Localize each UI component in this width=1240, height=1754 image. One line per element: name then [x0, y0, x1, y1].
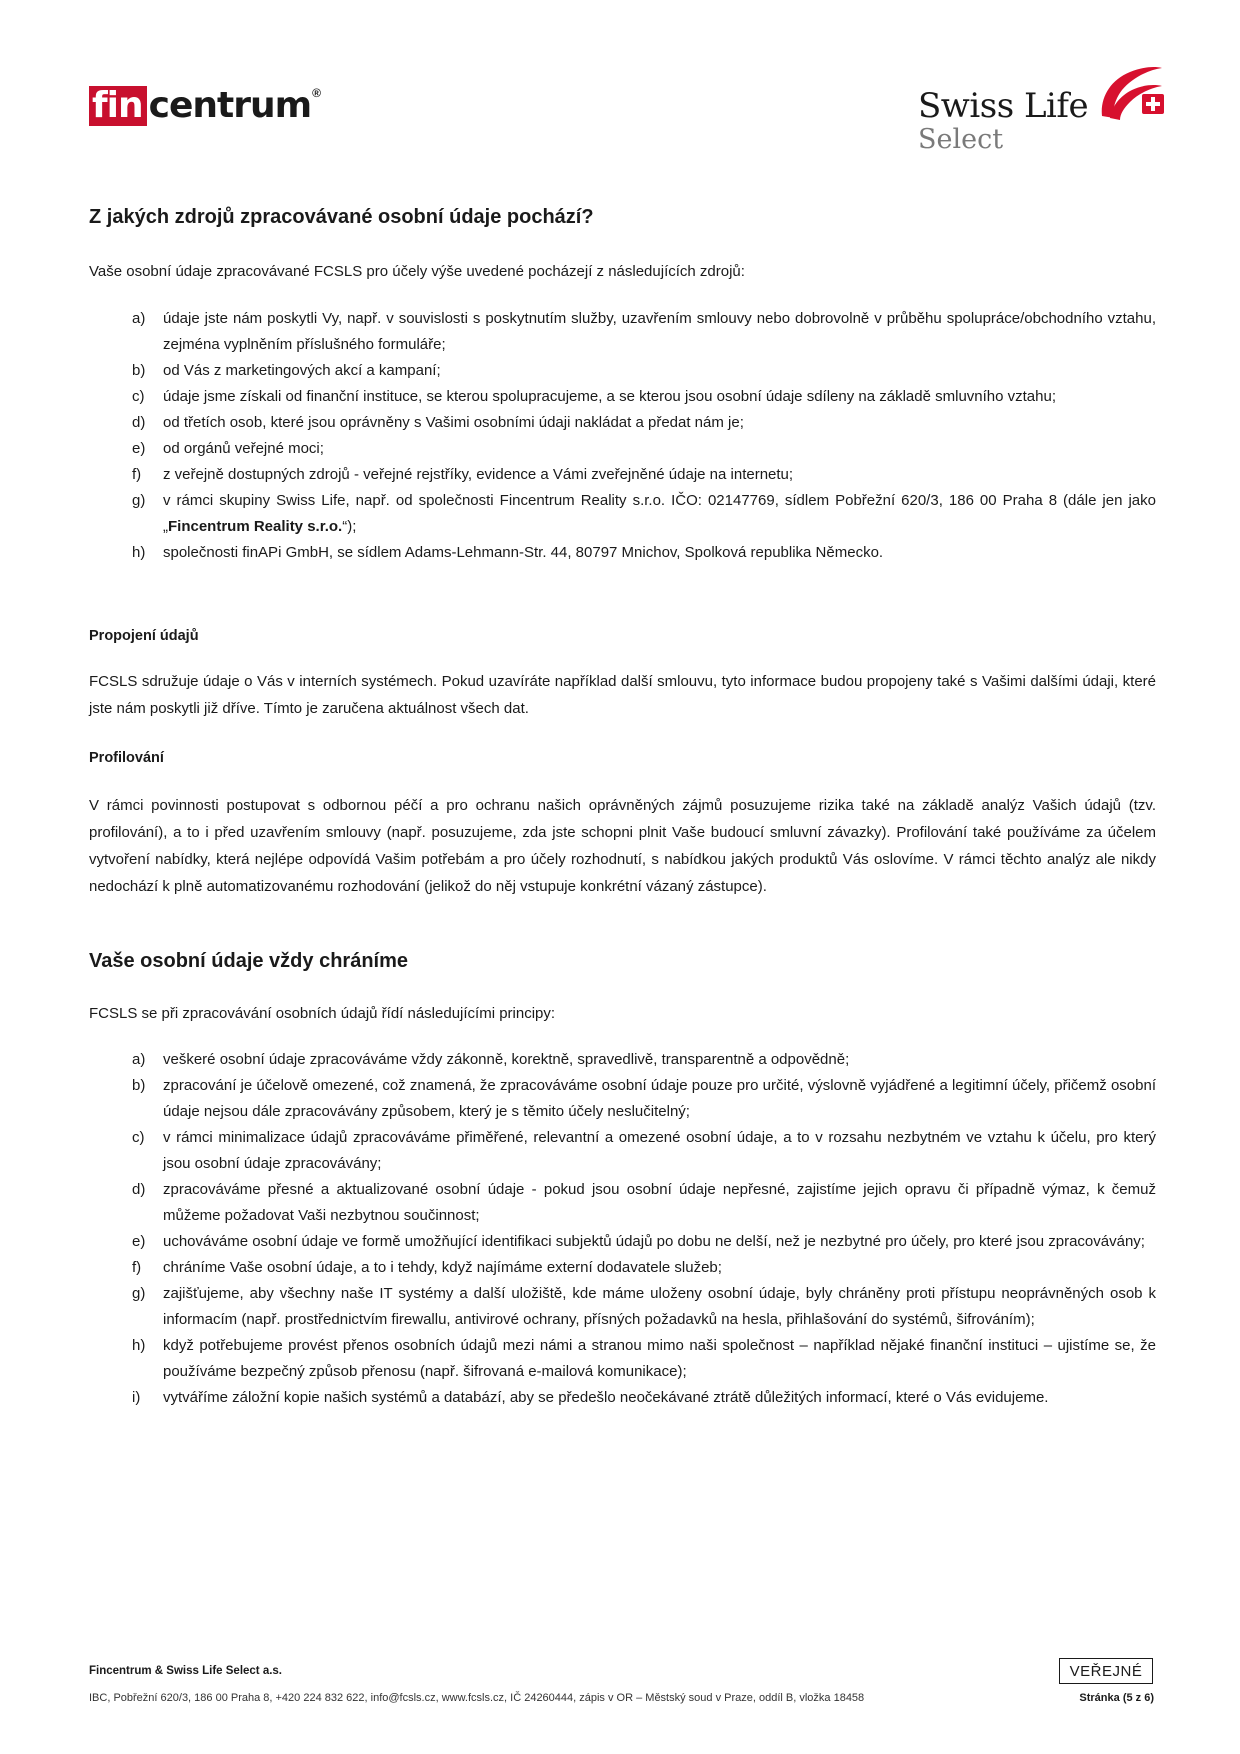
- list-marker: c): [132, 1129, 145, 1146]
- list-item-text: údaje jste nám poskytli Vy, např. v souvislosti s poskytnutím služby, uzavřením smlouvy nebo dobrovolně v průběhu spolupráce/obchodního vztahu, zejména vyplněním příslušného formuláře;: [163, 310, 1156, 353]
- list-item: [89, 1229, 1156, 1255]
- list-marker: i): [132, 1389, 141, 1406]
- list-item-text: v rámci skupiny Swiss Life, např. od společnosti Fincentrum Reality s.r.o. IČO: 02147769, sídlem Pobřežní 620/3, 186 00 Praha 8 (dále jen jako „: [163, 492, 1156, 535]
- section-title-protection: Vaše osobní údaje vždy chráníme: [89, 950, 409, 972]
- footer-address: IBC, Pobřežní 620/3, 186 00 Praha 8, +420 224 832 622, info@fcsls.cz, www.fcsls.cz, IČ 24260444, zápis v OR – Městský soud v Praze, oddíl B, vložka 18458: [89, 1692, 865, 1704]
- list-marker: h): [132, 1337, 146, 1354]
- list-item-text: od Vás z marketingových akcí a kampaní;: [163, 362, 441, 379]
- sources-list: [89, 306, 1156, 566]
- list-item: [89, 358, 1156, 384]
- list-marker: e): [132, 1233, 146, 1250]
- list-item-bold-text: Fincentrum Reality s.r.o.: [168, 518, 343, 535]
- section-title-sources: Z jakých zdrojů zpracovávané osobní údaje pochází?: [89, 206, 594, 228]
- registered-mark: ®: [312, 86, 321, 100]
- list-marker: f): [132, 1259, 142, 1276]
- list-item: [89, 410, 1156, 436]
- subsection-profiling-text: V rámci povinnosti postupovat s odbornou péčí a pro ochranu našich oprávněných zájmů posuzujeme rizika také na základě analýz Vašich údajů (tzv. profilování), a to i před uzavřením smlouvy (např. posuzujeme, zda jste schopni plnit Vaše budoucí smluvní závazky). Profilování také používáme za účelem vytvoření nabídky, která nejlépe odpovídá Vašim potřebám a pro účely rozhodnutí, s nabídkou jakých produktů Vás oslovíme. V rámci těchto analýz ale nikdy nedochází k plně automatizovanému rozhodování (jelikož do něj vstupuje konkrétní vázaný zástupce).: [89, 797, 1156, 895]
- list-marker: g): [132, 492, 146, 509]
- list-item-text: v rámci minimalizace údajů zpracováváme přiměřené, relevantní a omezené osobní údaje, a to v rozsahu nezbytném ve vztahu k účelu, pro který jsou osobní údaje zpracovávány;: [163, 1129, 1156, 1172]
- list-marker: h): [132, 544, 146, 561]
- list-item: [89, 1281, 1156, 1333]
- list-marker: g): [132, 1285, 146, 1302]
- list-item: [89, 462, 1156, 488]
- list-item: [89, 1385, 1156, 1411]
- list-item: [89, 384, 1156, 410]
- list-item-text: společnosti finAPi GmbH, se sídlem Adams-Lehmann-Str. 44, 80797 Mnichov, Spolková republika Německo.: [163, 544, 884, 561]
- list-marker: f): [132, 466, 142, 483]
- list-item-text: zajišťujeme, aby všechny naše IT systémy a další uložiště, kde máme uloženy osobní údaje, byly chráněny proti přístupu neoprávněných osob k informacím (např. prostřednictvím firewallu, antivirové ochrany, přísných požadavků na hesla, přihlašování do systémů, šifrováním);: [163, 1285, 1156, 1328]
- swisslife-select-logo: [918, 58, 1168, 158]
- section-sources-intro: Vaše osobní údaje zpracovávané FCSLS pro účely výše uvedené pocházejí z následujících zdrojů:: [89, 263, 745, 280]
- list-marker: b): [132, 1077, 146, 1094]
- swisslife-logo-name: Swiss Life: [918, 86, 1089, 126]
- subsection-linking-text: FCSLS sdružuje údaje o Vás v interních systémech. Pokud uzavíráte například další smlouvu, tyto informace budou propojeny také s Vašimi dalšími údaji, které jste nám poskytli již dříve. Tímto je zaručena aktuálnost všech dat.: [89, 673, 1156, 717]
- subsection-title-linking: Propojení údajů: [89, 628, 199, 644]
- list-item-text: od orgánů veřejné moci;: [163, 440, 324, 457]
- list-item: [89, 1047, 1156, 1073]
- list-item-text: veškeré osobní údaje zpracováváme vždy zákonně, korektně, spravedlivě, transparentně a odpovědně;: [163, 1051, 850, 1068]
- list-item-text: od třetích osob, které jsou oprávněny s Vašimi osobními údaji nakládat a předat nám je;: [163, 414, 744, 431]
- list-item-text: vytváříme záložní kopie našich systémů a databází, aby se předešlo neočekávané ztrátě důležitých informací, které o Vás evidujeme.: [163, 1389, 1049, 1406]
- fincentrum-logo-fin: fin: [89, 86, 147, 126]
- list-item-text: z veřejně dostupných zdrojů - veřejné rejstříky, evidence a Vámi zveřejněné údaje na internetu;: [163, 466, 794, 483]
- principles-list: [89, 1047, 1156, 1411]
- footer-company: Fincentrum & Swiss Life Select a.s.: [89, 1665, 283, 1677]
- list-item: [89, 1333, 1156, 1385]
- classification-badge: VEŘEJNÉ: [1059, 1658, 1153, 1684]
- list-item-text: zpracováváme přesné a aktualizované osobní údaje - pokud jsou osobní údaje nepřesné, zajistíme jejich opravu či případně výmaz, k čemuž můžeme požadovat Vaši nezbytnou součinnost;: [163, 1181, 1156, 1224]
- list-item: [89, 1177, 1156, 1229]
- list-item: [89, 1255, 1156, 1281]
- list-item: [89, 1125, 1156, 1177]
- list-marker: e): [132, 440, 146, 457]
- subsection-title-profiling: Profilování: [89, 750, 164, 766]
- list-item-text: když potřebujeme provést přenos osobních údajů mezi námi a stranou mimo naši společnost – například nějaké finanční instituci – ujistíme se, že používáme bezpečný způsob přenosu (např. šifrovaná e-mailová komunikace);: [163, 1337, 1156, 1380]
- list-item-text: chráníme Vaše osobní údaje, a to i tehdy, když najímáme externí dodavatele služeb;: [163, 1259, 722, 1276]
- list-marker: d): [132, 414, 146, 431]
- list-marker: a): [132, 310, 146, 327]
- page-number: Stránka (5 z 6): [1079, 1692, 1154, 1704]
- list-item-text-end: “);: [342, 518, 357, 535]
- swisslife-logo-sub: Select: [918, 124, 1004, 155]
- list-item: [89, 540, 1156, 566]
- list-item-text: zpracování je účelově omezené, což znamená, že zpracováváme osobní údaje pouze pro určité, výslovně vyjádřené a legitimní účely, přičemž osobní údaje nejsou dále zpracovávány způsobem, který je s těmito účely neslučitelný;: [163, 1077, 1156, 1120]
- list-item-text: údaje jsme získali od finanční instituce, se kterou spolupracujeme, a se kterou jsou osobní údaje sdíleny na základě smluvního vztahu;: [163, 388, 1057, 405]
- list-item: [89, 436, 1156, 462]
- list-item: [89, 306, 1156, 358]
- section-protection-intro: FCSLS se při zpracovávání osobních údajů řídí následujícími principy:: [89, 1005, 556, 1022]
- swisslife-swoosh-icon: [1096, 58, 1166, 122]
- list-marker: c): [132, 388, 145, 405]
- list-item: [89, 1073, 1156, 1125]
- list-marker: a): [132, 1051, 146, 1068]
- list-item: [89, 488, 1156, 540]
- fincentrum-logo: [89, 86, 321, 126]
- list-marker: b): [132, 362, 146, 379]
- list-item-text: uchováváme osobní údaje ve formě umožňující identifikaci subjektů údajů po dobu ne delší, než je nezbytné pro účely, pro které jsou zpracovávány;: [163, 1233, 1145, 1250]
- list-marker: d): [132, 1181, 146, 1198]
- fincentrum-logo-centrum: centrum: [148, 85, 312, 126]
